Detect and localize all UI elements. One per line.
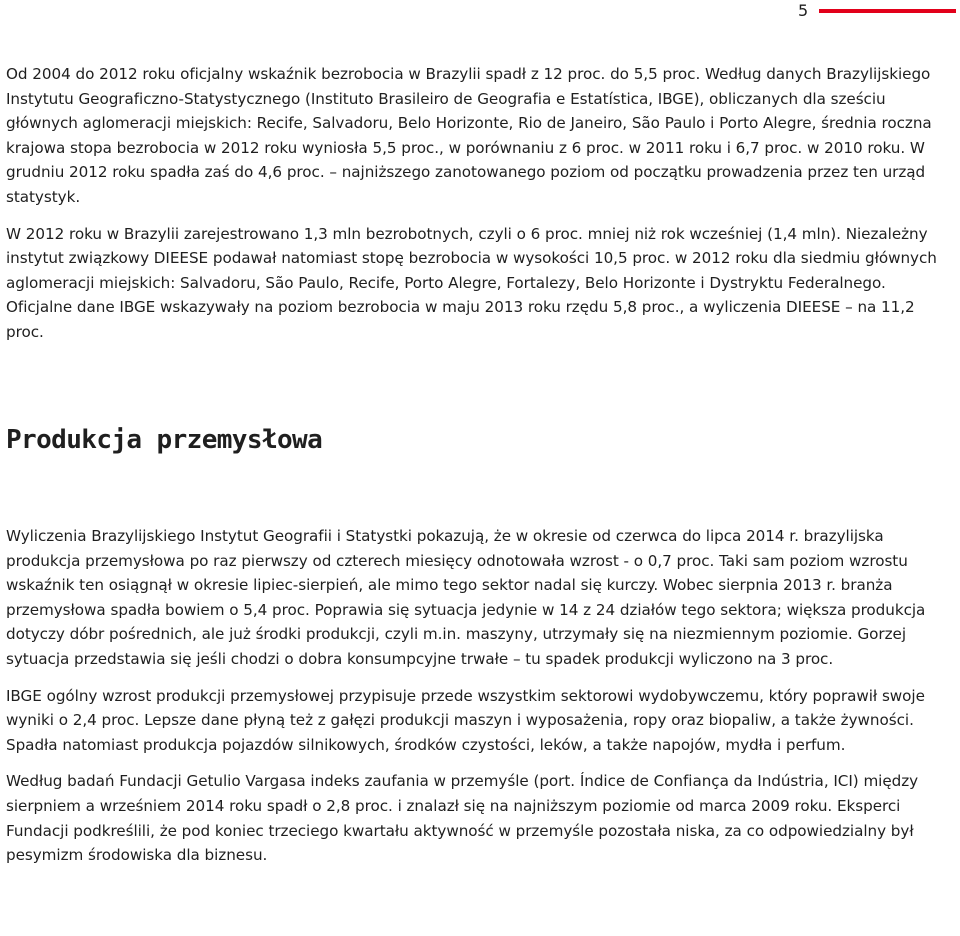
paragraph-unemployment-official: Od 2004 do 2012 roku oficjalny wskaźnik bezrobocia w Brazylii spadł z 12 proc. do 5,5 proc. Według danych Brazylijskiego Instytutu Geograficzno-Statystycznego (Instituto Brasileiro de Geografia e Estatística, IBGE), obliczanych dla sześciu głównych aglomeracji miejskich: Recife, Salvadoru, Belo Horizonte, Rio de Janeiro, São Paulo i Porto Alegre, średnia roczna krajowa stopa bezrobocia w 2012 roku wyniosła 5,5 proc., w porównaniu z 6 proc. w 2011 roku i 6,7 proc. w 2010 roku. W grudniu 2012 roku spadła zaś do 4,6 proc. – najniższego zanotowanego poziom od początku prowadzenia przez ten urząd statystyk. xyxy=(6,65,932,206)
intro-text xyxy=(6,62,956,345)
paragraph-production-ibge: Wyliczenia Brazylijskiego Instytut Geografii i Statystki pokazują, że w okresie od czerwca do lipca 2014 r. brazylijska produkcja przemysłowa po raz pierwszy od czterech miesięcy odnotowała wzrost - o 0,7 proc. Taki sam poziom wzrostu wskaźnik ten osiągnął w okresie lipiec-sierpień, ale mimo tego sektor nadal się kurczy. Wobec sierpnia 2013 r. branża przemysłowa spadła bowiem o 5,4 proc. Poprawia się sytuacja jedynie w 14 z 24 działów tego sektora; większa produkcja dotyczy dóbr pośrednich, ale już środki produkcji, czyli m.in. maszyny, utrzymały się na niezmiennym poziomie. Gorzej sytuacja przedstawia się jeśli chodzi o dobra konsumpcyjne trwałe – tu spadek produkcji wyliczono na 3 proc. xyxy=(6,527,926,668)
section-industrial-production xyxy=(6,524,956,868)
paragraph-production-sectors: IBGE ogólny wzrost produkcji przemysłowej przypisuje przede wszystkim sektorowi wydobywczemu, który poprawił swoje wyniki o 2,4 proc. Lepsze dane płyną też z gałęzi produkcji maszyn i wyposażenia, ropy oraz biopaliw, a także żywności. Spadła natomiast produkcja pojazdów silnikowych, środków czystości, leków, a także napojów, mydła i perfum. xyxy=(6,686,925,754)
header-accent-bar xyxy=(819,9,956,13)
paragraph-confidence-index: Według badań Fundacji Getulio Vargasa indeks zaufania w przemyśle (port. Índice de Confiança da Indústria, ICI) między sierpniem a wrześniem 2014 roku spadł o 2,8 proc. i znalazł się na najniższym poziomie od marca 2009 roku. Eksperci Fundacji podkreślili, że pod koniec trzeciego kwartału aktywność w przemyśle pozostała niska, za co odpowiedzialny był pesymizm środowiska dla biznesu. xyxy=(6,772,919,865)
page-number: 5 xyxy=(798,1,809,20)
section-heading: Produkcja przemysłowa xyxy=(6,425,323,455)
paragraph-unemployment-dieese: W 2012 roku w Brazylii zarejestrowano 1,3 mln bezrobotnych, czyli o 6 proc. mniej niż rok wcześniej (1,4 mln). Niezależny instytut związkowy DIEESE podawał natomiast stopę bezrobocia w wysokości 10,5 proc. w 2012 roku dla siedmiu głównych aglomeracji miejskich: Salvadoru, São Paulo, Recife, Porto Alegre, Fortalezy, Belo Horizonte i Dystryktu Federalnego. Oficjalne dane IBGE wskazywały na poziom bezrobocia w maju 2013 roku rzędu 5,8 proc., a wyliczenia DIEESE – na 11,2 proc. xyxy=(6,224,937,341)
